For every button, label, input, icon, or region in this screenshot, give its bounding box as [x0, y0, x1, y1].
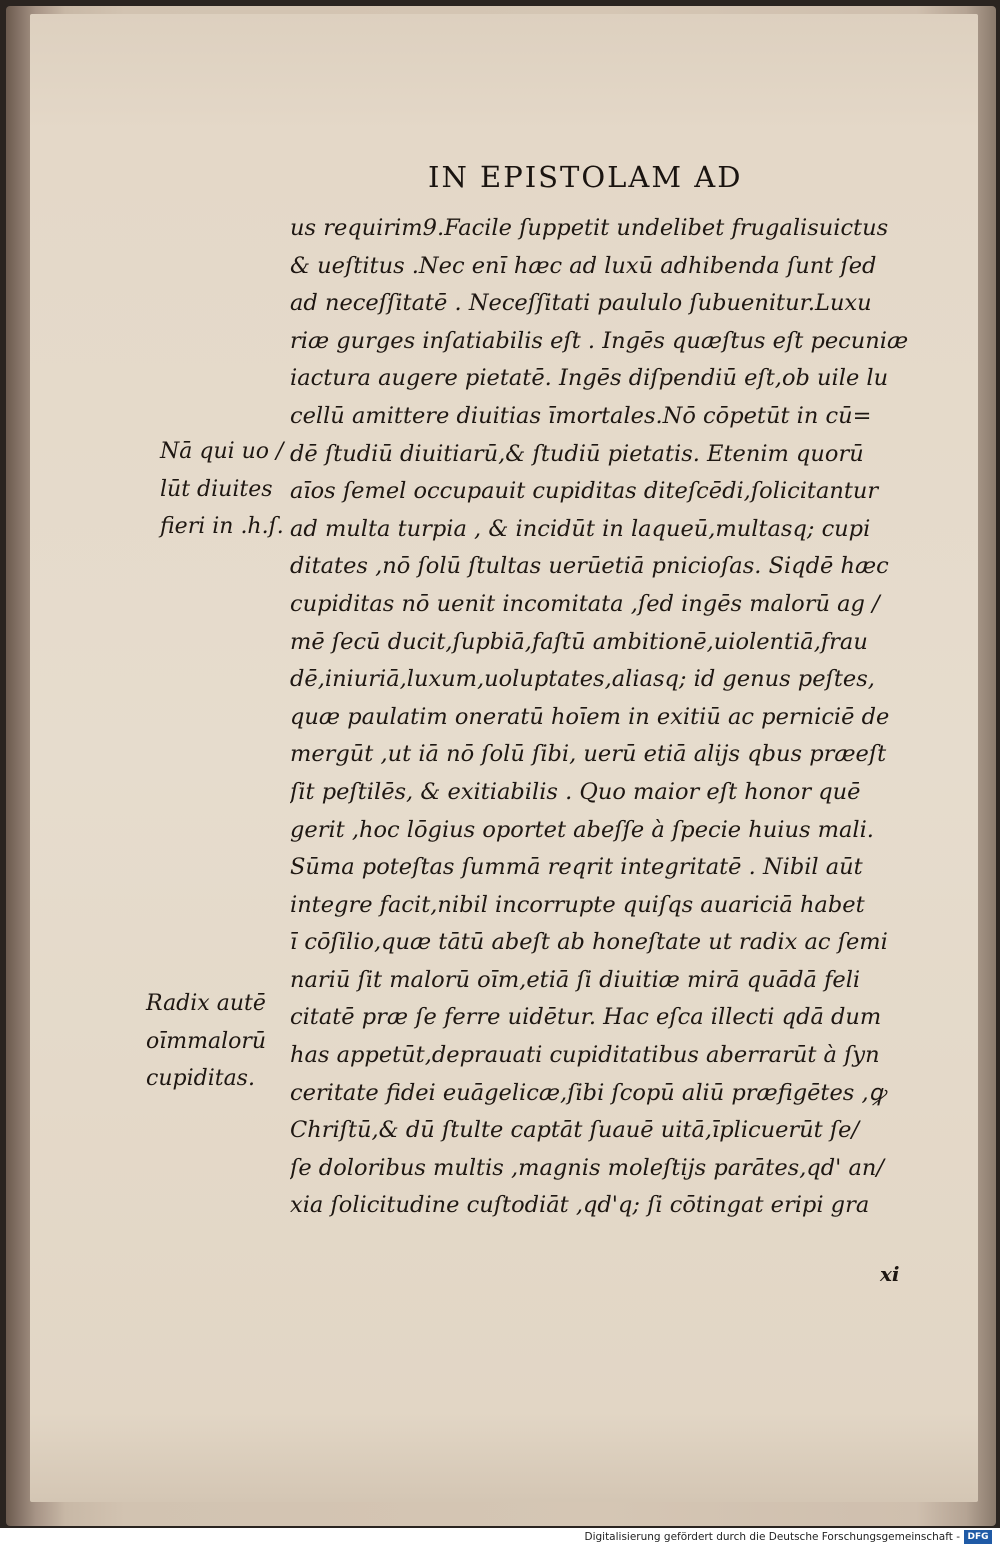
text-line: has appetūt,deprauati cupiditatibus aberrarūt à ſyn — [290, 1042, 880, 1069]
text-line: aīos ſemel occupauit cupiditas diteſcēdi,ſolicitantur — [290, 478, 879, 505]
text-line: us requirim9.Facile ſuppetit undelibet frugalisuictus — [290, 215, 889, 241]
text-line: riæ gurges inſatiabilis eſt . Ingēs quæſtus eſt pecuniæ — [290, 327, 909, 354]
text-line: Sūma poteſtas ſummā reqrit integritatē . Nibil aūt — [290, 854, 863, 881]
text-line: citatē præ ſe ferre uidētur. Hac eſca illecti qdā dum — [290, 1004, 882, 1031]
marginal-line: lūt diuites — [160, 476, 273, 502]
text-line: mergūt ,ut iā nō ſolū ſibi, uerū etiā alijs qbus præeſt — [290, 741, 887, 768]
marginal-line: Nā qui uo / — [160, 439, 284, 464]
text-line: dē,iniuriā,luxum,uoluptates,aliasq; id genus peſtes, — [290, 666, 875, 693]
text-line: dē ſtudiū diuitiarū,& ſtudiū pietatis. Etenim quorū — [290, 440, 864, 467]
text-line: gerit ,hoc lōgius oportet abeſſe à ſpecie huius mali. — [290, 816, 874, 843]
text-line: ceritate fidei euāgelicæ,ſibi ſcopū aliū præfigētes ,ꝙ — [290, 1079, 886, 1106]
signature-mark: xi — [880, 1262, 900, 1286]
text-line: mē ſecū ducit,ſupbiā,faſtū ambitionē,uiolentiā,frau — [290, 628, 868, 655]
text-line: ad multa turpia , & incidūt in laqueū,multasq; cupi — [290, 515, 871, 542]
text-line: cupiditas nō uenit incomitata ,ſed ingēs malorū ag / — [290, 590, 880, 617]
text-line: ī cōſilio,quæ tātū abeſt ab honeſtate ut radix ac ſemi — [290, 929, 888, 956]
text-line: ad neceſſitatē . Neceſſitati paululo ſubuenitur.Luxu — [290, 290, 872, 317]
marginal-line: fieri in .h.ſ. — [160, 514, 284, 540]
text-line: ſe doloribus multis ,magnis moleſtijs parātes,qd' an/ — [290, 1154, 884, 1181]
text-line: Chriſtū,& dū ſtulte captāt ſuauē uitā,īplicuerūt ſe/ — [290, 1117, 860, 1144]
marginal-note — [160, 433, 284, 546]
text-line: & ueſtitus .Nec enī hæc ad luxū adhibenda ſunt ſed — [290, 252, 877, 279]
marginal-line: cupiditas. — [146, 1066, 255, 1092]
text-line: nariū ſit malorū oīm,etiā ſi diuitiæ mirā quādā feli — [290, 966, 861, 993]
text-line: cellū amittere diuitias īmortales.Nō cōpetūt in cū= — [290, 402, 872, 429]
text-line: integre facit,nibil incorrupte quiſqs auariciā habet — [290, 891, 865, 918]
text-line: ſit peſtilēs, & exitiabilis . Quo maior eſt honor quē — [290, 778, 861, 805]
marginal-line: oīmmalorū — [146, 1028, 267, 1054]
text-line: xia ſolicitudine cuſtodiāt ,qd'q; ſi cōtingat eripi gra — [290, 1192, 870, 1219]
marginal-note — [146, 985, 266, 1098]
text-line: iactura augere pietatē. Ingēs diſpendiū eſt,ob uile lu — [290, 365, 889, 392]
text-line: ditates ,nō ſolū ſtultas uerūetiā pnicioſas. Siqdē hæc — [290, 553, 889, 580]
dfg-logo-icon: DFG — [964, 1530, 992, 1544]
main-text-block — [290, 210, 940, 1225]
running-head: IN EPISTOLAM AD — [428, 160, 743, 194]
text-line: quæ paulatim oneratū hoīem in exitiū ac perniciē de — [290, 703, 890, 730]
funding-credit: Digitalisierung gefördert durch die Deutsche Forschungsgemeinschaft - — [584, 1531, 960, 1543]
marginal-line: Radix autē — [146, 991, 266, 1016]
footer-bar — [0, 1528, 1000, 1548]
